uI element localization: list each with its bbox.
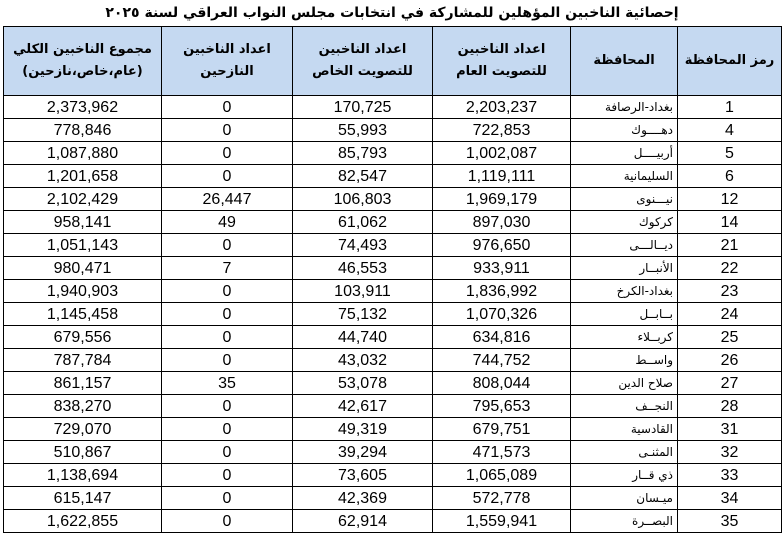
cell-code: 35 — [678, 510, 782, 533]
cell-code: 4 — [678, 119, 782, 142]
cell-special: 106,803 — [293, 188, 433, 211]
cell-code: 6 — [678, 165, 782, 188]
header-governorate: المحافظة — [571, 27, 678, 96]
cell-special: 42,617 — [293, 395, 433, 418]
table-row — [4, 188, 782, 211]
cell-code: 25 — [678, 326, 782, 349]
cell-general: 679,751 — [433, 418, 571, 441]
cell-governorate: كربــلاء — [571, 326, 678, 349]
table-row — [4, 303, 782, 326]
cell-general: 1,969,179 — [433, 188, 571, 211]
cell-total: 1,051,143 — [4, 234, 162, 257]
cell-displaced: 0 — [162, 303, 293, 326]
cell-special: 39,294 — [293, 441, 433, 464]
table-row — [4, 464, 782, 487]
cell-displaced: 0 — [162, 142, 293, 165]
table-row — [4, 326, 782, 349]
cell-general: 1,836,992 — [433, 280, 571, 303]
cell-total: 1,622,855 — [4, 510, 162, 533]
cell-governorate: ذي قــار — [571, 464, 678, 487]
cell-special: 42,369 — [293, 487, 433, 510]
cell-displaced: 0 — [162, 464, 293, 487]
table-row — [4, 349, 782, 372]
cell-code: 1 — [678, 96, 782, 119]
cell-general: 897,030 — [433, 211, 571, 234]
cell-displaced: 35 — [162, 372, 293, 395]
cell-displaced: 0 — [162, 234, 293, 257]
cell-code: 24 — [678, 303, 782, 326]
cell-total: 2,373,962 — [4, 96, 162, 119]
cell-governorate: نيـــنوى — [571, 188, 678, 211]
cell-total: 778,846 — [4, 119, 162, 142]
cell-displaced: 49 — [162, 211, 293, 234]
header-row — [4, 27, 782, 96]
cell-total: 838,270 — [4, 395, 162, 418]
table-row — [4, 372, 782, 395]
cell-displaced: 0 — [162, 487, 293, 510]
cell-displaced: 26,447 — [162, 188, 293, 211]
cell-special: 103,911 — [293, 280, 433, 303]
cell-total: 1,940,903 — [4, 280, 162, 303]
cell-special: 85,793 — [293, 142, 433, 165]
cell-special: 44,740 — [293, 326, 433, 349]
cell-governorate: بــابــل — [571, 303, 678, 326]
cell-governorate: بغداد-الرصافة — [571, 96, 678, 119]
table-row — [4, 418, 782, 441]
cell-governorate: ميـسان — [571, 487, 678, 510]
table-row — [4, 257, 782, 280]
cell-general: 2,203,237 — [433, 96, 571, 119]
cell-total: 787,784 — [4, 349, 162, 372]
cell-code: 22 — [678, 257, 782, 280]
cell-total: 510,867 — [4, 441, 162, 464]
cell-code: 26 — [678, 349, 782, 372]
cell-general: 1,559,941 — [433, 510, 571, 533]
cell-total: 1,145,458 — [4, 303, 162, 326]
cell-governorate: المثنـى — [571, 441, 678, 464]
table-row — [4, 487, 782, 510]
cell-total: 980,471 — [4, 257, 162, 280]
cell-code: 21 — [678, 234, 782, 257]
cell-general: 1,065,089 — [433, 464, 571, 487]
cell-general: 572,778 — [433, 487, 571, 510]
table-row — [4, 96, 782, 119]
table-body — [4, 96, 782, 533]
cell-general: 1,119,111 — [433, 165, 571, 188]
table-row — [4, 395, 782, 418]
cell-general: 933,911 — [433, 257, 571, 280]
table-row — [4, 165, 782, 188]
cell-governorate: صلاح الدين — [571, 372, 678, 395]
cell-special: 74,493 — [293, 234, 433, 257]
cell-special: 53,078 — [293, 372, 433, 395]
cell-general: 634,816 — [433, 326, 571, 349]
table-title: إحصائية الناخبين المؤهلين للمشاركة في انتخابات مجلس النواب العراقي لسنة ٢٠٢٥ — [105, 5, 679, 21]
cell-displaced: 0 — [162, 119, 293, 142]
cell-code: 32 — [678, 441, 782, 464]
cell-code: 12 — [678, 188, 782, 211]
cell-displaced: 0 — [162, 326, 293, 349]
header-special: اعداد الناخبين للتصويت الخاص — [293, 27, 433, 96]
cell-displaced: 0 — [162, 349, 293, 372]
cell-special: 43,032 — [293, 349, 433, 372]
cell-total: 861,157 — [4, 372, 162, 395]
cell-displaced: 0 — [162, 280, 293, 303]
cell-governorate: القادسية — [571, 418, 678, 441]
cell-general: 1,070,326 — [433, 303, 571, 326]
table-row — [4, 119, 782, 142]
cell-governorate: بغداد-الكرخ — [571, 280, 678, 303]
cell-total: 2,102,429 — [4, 188, 162, 211]
cell-total: 615,147 — [4, 487, 162, 510]
cell-general: 1,002,087 — [433, 142, 571, 165]
header-code: رمز المحافظة — [678, 27, 782, 96]
cell-general: 722,853 — [433, 119, 571, 142]
cell-displaced: 0 — [162, 418, 293, 441]
table-row — [4, 280, 782, 303]
cell-special: 61,062 — [293, 211, 433, 234]
cell-general: 795,653 — [433, 395, 571, 418]
cell-governorate: دهــــوك — [571, 119, 678, 142]
cell-total: 679,556 — [4, 326, 162, 349]
cell-displaced: 0 — [162, 165, 293, 188]
cell-special: 62,914 — [293, 510, 433, 533]
header-general: اعداد الناخبين للتصويت العام — [433, 27, 571, 96]
cell-governorate: واســط — [571, 349, 678, 372]
cell-special: 75,132 — [293, 303, 433, 326]
table-row — [4, 441, 782, 464]
table-row — [4, 510, 782, 533]
cell-code: 28 — [678, 395, 782, 418]
cell-governorate: كركوك — [571, 211, 678, 234]
voters-table — [3, 26, 782, 533]
cell-special: 82,547 — [293, 165, 433, 188]
cell-total: 1,138,694 — [4, 464, 162, 487]
header-displaced: اعداد الناخبين النازحين — [162, 27, 293, 96]
cell-code: 34 — [678, 487, 782, 510]
cell-code: 33 — [678, 464, 782, 487]
cell-displaced: 0 — [162, 441, 293, 464]
cell-total: 1,201,658 — [4, 165, 162, 188]
cell-code: 14 — [678, 211, 782, 234]
cell-special: 49,319 — [293, 418, 433, 441]
cell-code: 31 — [678, 418, 782, 441]
cell-general: 976,650 — [433, 234, 571, 257]
header-total: مجموع الناخبين الكلي (عام،خاص،نازحين) — [4, 27, 162, 96]
cell-governorate: ديــالـــى — [571, 234, 678, 257]
table-row — [4, 234, 782, 257]
cell-special: 46,553 — [293, 257, 433, 280]
cell-governorate: الأنبــار — [571, 257, 678, 280]
table-row — [4, 211, 782, 234]
cell-displaced: 0 — [162, 96, 293, 119]
table-row — [4, 142, 782, 165]
cell-special: 73,605 — [293, 464, 433, 487]
cell-special: 55,993 — [293, 119, 433, 142]
cell-governorate: أربيــــل — [571, 142, 678, 165]
cell-displaced: 0 — [162, 510, 293, 533]
cell-general: 471,573 — [433, 441, 571, 464]
cell-code: 5 — [678, 142, 782, 165]
cell-total: 729,070 — [4, 418, 162, 441]
cell-displaced: 0 — [162, 395, 293, 418]
cell-general: 808,044 — [433, 372, 571, 395]
cell-displaced: 7 — [162, 257, 293, 280]
cell-code: 27 — [678, 372, 782, 395]
cell-governorate: السليمانية — [571, 165, 678, 188]
cell-special: 170,725 — [293, 96, 433, 119]
cell-total: 958,141 — [4, 211, 162, 234]
cell-total: 1,087,880 — [4, 142, 162, 165]
cell-governorate: النجــف — [571, 395, 678, 418]
cell-governorate: البصــرة — [571, 510, 678, 533]
cell-code: 23 — [678, 280, 782, 303]
cell-general: 744,752 — [433, 349, 571, 372]
